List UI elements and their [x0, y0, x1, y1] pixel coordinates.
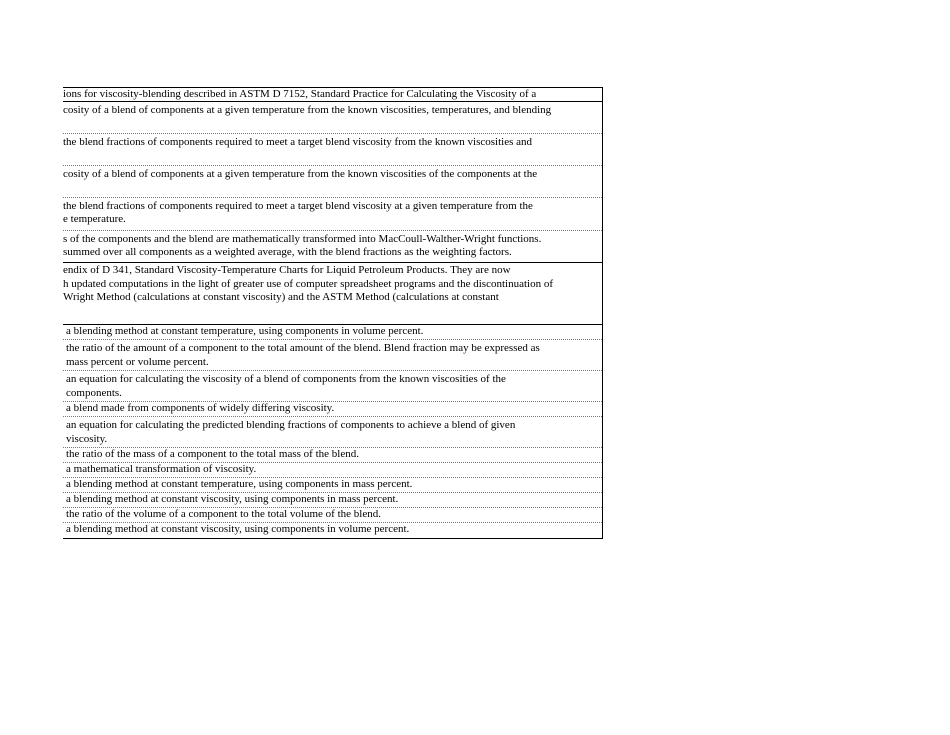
definition-row[interactable] — [63, 448, 602, 463]
intro-row[interactable] — [63, 88, 602, 102]
cell-text: s of the components and the blend are mathematically transformed into MacCoull-Walther-Wright functions. — [63, 233, 542, 245]
table-row[interactable] — [63, 166, 602, 198]
definition-row[interactable] — [63, 508, 602, 523]
definition-row[interactable] — [63, 478, 602, 493]
definition-text: the ratio of the amount of a component to the total amount of the blend. Blend fraction may be expressed as — [66, 342, 540, 354]
definition-text: a blend made from components of widely differing viscosity. — [66, 402, 335, 414]
table-row[interactable] — [63, 231, 602, 263]
definition-text: a blending method at constant viscosity, using components in mass percent. — [66, 493, 399, 505]
definition-row[interactable] — [63, 325, 602, 340]
cell-text: h updated computations in the light of greater use of computer spreadsheet programs and the discontinuation of — [63, 278, 553, 290]
cell-text: the blend fractions of components required to meet a target blend viscosity from the known viscosities and — [63, 136, 533, 148]
table-row[interactable] — [63, 134, 602, 166]
definition-text: an equation for calculating the predicted blending fractions of components to achieve a blend of given — [66, 419, 516, 431]
definition-text: components. — [66, 387, 122, 399]
cell-text: the blend fractions of components required to meet a target blend viscosity at a given temperature from the — [63, 200, 533, 212]
cell-text: cosity of a blend of components at a given temperature from the known viscosities of the components at the — [63, 168, 538, 180]
cell-text: ions for viscosity-blending described in ASTM D 7152, Standard Practice for Calculating the Viscosity of a — [63, 88, 537, 100]
definition-row[interactable] — [63, 402, 602, 417]
cell-text: Wright Method (calculations at constant viscosity) and the ASTM Method (calculations at constant — [63, 291, 499, 303]
definition-text: viscosity. — [66, 433, 108, 445]
definition-text: the ratio of the mass of a component to the total mass of the blend. — [66, 448, 359, 460]
definition-row[interactable] — [63, 523, 602, 538]
definition-text: a blending method at constant viscosity, using components in volume percent. — [66, 523, 410, 535]
definition-row[interactable] — [63, 371, 602, 402]
definition-text: an equation for calculating the viscosity of a blend of components from the known viscosities of the — [66, 373, 506, 385]
cell-text: endix of D 341, Standard Viscosity-Temperature Charts for Liquid Petroleum Products. They are now — [63, 264, 511, 276]
cell-text: cosity of a blend of components at a given temperature from the known viscosities, temperatures, and blending — [63, 104, 552, 116]
definition-text: the ratio of the volume of a component to the total volume of the blend. — [66, 508, 381, 520]
definition-row[interactable] — [63, 340, 602, 371]
definition-text: a mathematical transformation of viscosity. — [66, 463, 257, 475]
definition-row[interactable] — [63, 417, 602, 448]
table-row[interactable] — [63, 198, 602, 231]
definition-text: a blending method at constant temperature, using components in mass percent. — [66, 478, 413, 490]
definition-row[interactable] — [63, 493, 602, 508]
definition-text: a blending method at constant temperature, using components in volume percent. — [66, 325, 424, 337]
cell-text: e temperature. — [63, 213, 126, 225]
table-row[interactable] — [63, 263, 602, 325]
table-row[interactable] — [63, 102, 602, 134]
definition-text: mass percent or volume percent. — [66, 356, 209, 368]
spreadsheet-table — [63, 87, 603, 539]
cell-text: summed over all components as a weighted average, with the blend fractions as the weighting factors. — [63, 246, 512, 258]
definition-row[interactable] — [63, 463, 602, 478]
